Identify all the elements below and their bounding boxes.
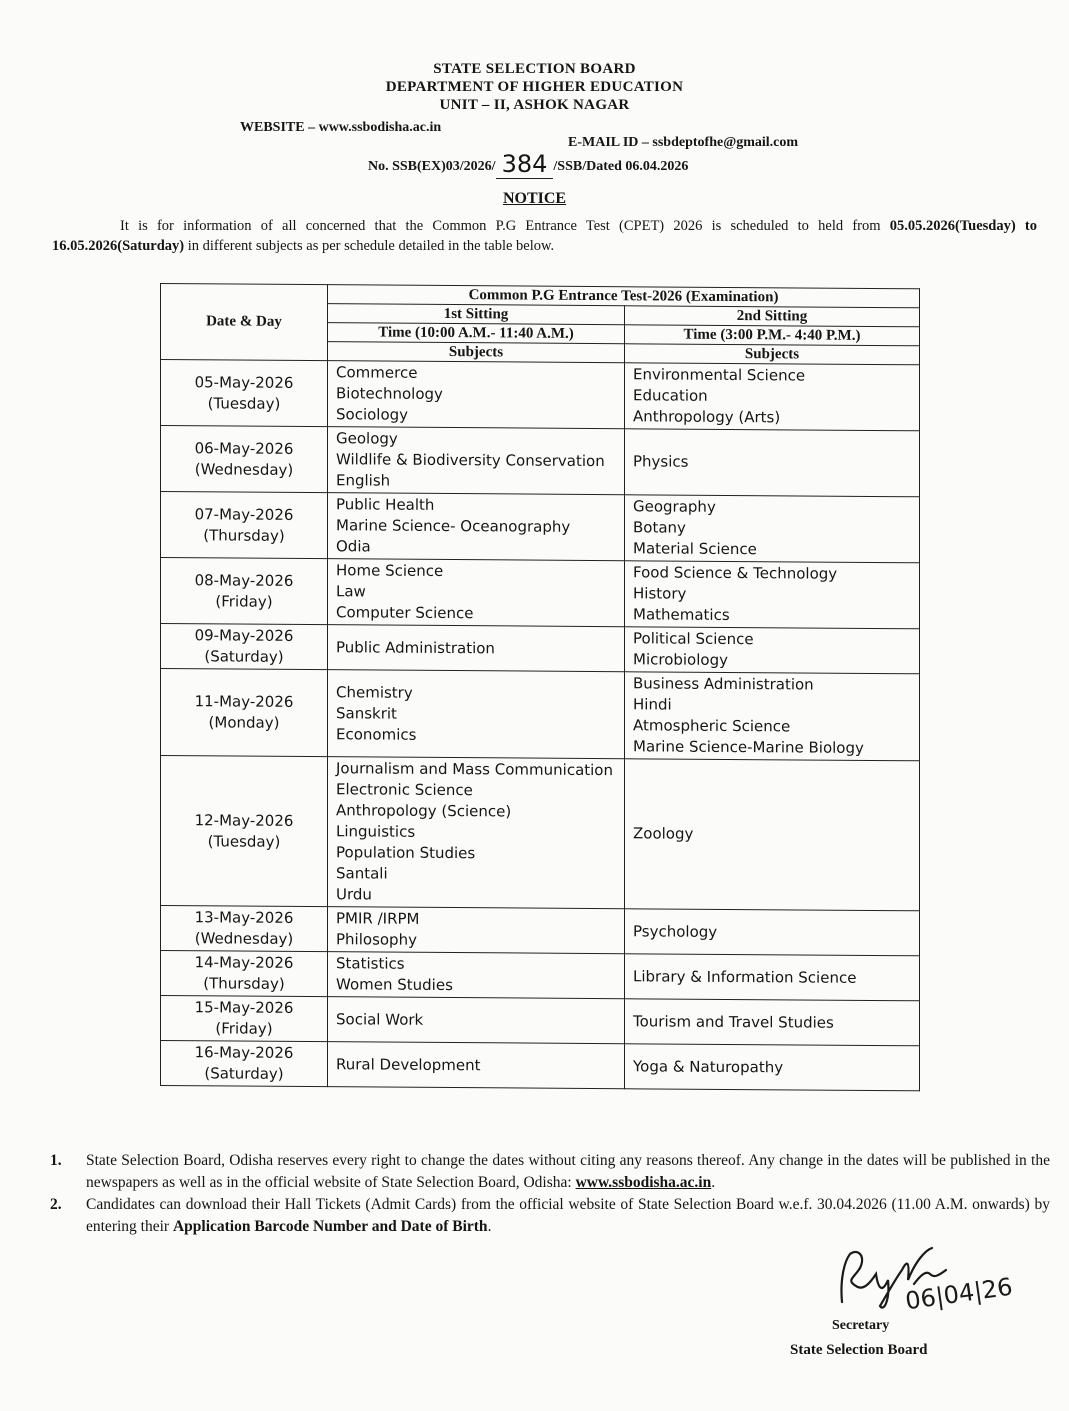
subject-name: Botany <box>633 518 686 537</box>
subject-name: Odia <box>336 537 371 556</box>
subject-name: History <box>633 584 687 603</box>
subject-name: Commerce <box>336 363 418 382</box>
date-day-cell <box>161 624 328 670</box>
note-bold-text: Application Barcode Number and Date of Birth <box>172 1218 488 1235</box>
schedule-row <box>161 492 920 563</box>
second-sitting-subjects <box>625 363 920 431</box>
subject-name: Hindi <box>633 695 672 714</box>
date-day-cell <box>161 1041 328 1087</box>
sitting2-subjects-label: Subjects <box>625 344 920 365</box>
exam-day: (Wednesday) <box>194 459 294 479</box>
exam-day: (Tuesday) <box>207 393 281 413</box>
subject-name: Anthropology (Arts) <box>633 407 781 427</box>
signature-name: Rajesh <box>830 1240 833 1241</box>
second-sitting-subjects <box>625 672 920 761</box>
first-sitting-subjects <box>328 493 625 561</box>
date-day-cell <box>161 492 328 559</box>
note-item: 2. Candidates can download their Hall Tickets (Admit Cards) from the official website of State Selection Board w.e.f. 30.04.2026 (11.00 A.M. onwards) by entering their Application Barcode Number and Date of Birth. <box>50 1196 1050 1235</box>
subject-name: Computer Science <box>336 603 474 623</box>
date-day-header: Date & Day <box>161 284 328 361</box>
subject-name: Wildlife & Biodiversity Conservation <box>336 450 605 471</box>
subject-name: Material Science <box>633 539 757 559</box>
second-sitting-subjects <box>625 954 920 1001</box>
second-sitting-subjects <box>625 495 920 563</box>
second-sitting-subjects <box>625 909 920 956</box>
website-line: WEBSITE – www.ssbodisha.ac.in <box>240 120 442 135</box>
subject-name: Public Administration <box>336 637 495 657</box>
date-day-cell <box>161 996 328 1042</box>
ref-handwritten-number: 384 <box>496 150 554 179</box>
notes-list <box>50 1150 1050 1238</box>
sitting1-label: 1st Sitting <box>328 304 625 325</box>
date-day-cell <box>161 951 328 997</box>
subject-name: Environmental Science <box>633 365 806 385</box>
date-day-cell <box>161 756 328 907</box>
ref-suffix: /SSB/Dated 06.04.2026 <box>553 159 689 174</box>
subject-name: Atmospheric Science <box>633 716 791 736</box>
schedule-row <box>161 360 920 431</box>
subject-name: Marine Science-Marine Biology <box>633 737 864 757</box>
subject-name: Psychology <box>633 921 718 941</box>
subject-name: Physics <box>633 452 689 471</box>
exam-day: (Friday) <box>215 591 273 611</box>
subject-name: Urdu <box>336 885 372 904</box>
first-sitting-subjects <box>328 757 625 909</box>
department-name: DEPARTMENT OF HIGHER EDUCATION <box>385 79 684 95</box>
schedule-row <box>161 906 920 956</box>
schedule-row <box>161 624 920 674</box>
second-sitting-subjects <box>625 999 920 1046</box>
unit-address: UNIT – II, ASHOK NAGAR <box>439 97 630 113</box>
date-day-cell <box>161 360 328 427</box>
schedule-row <box>161 669 920 761</box>
notice-title: NOTICE <box>502 190 567 207</box>
sitting2-time: Time (3:00 P.M.- 4:40 P.M.) <box>625 325 920 346</box>
second-sitting-subjects <box>625 627 920 674</box>
exam-day: (Tuesday) <box>207 831 281 851</box>
subject-name: Rural Development <box>336 1054 481 1074</box>
note-text: Candidates can download their Hall Tickets (Admit Cards) from the official website of State Selection Board w.e.f. 30.04.2026 (11.00 A.M. onwards) by entering their <box>86 1196 1050 1235</box>
subject-name: Philosophy <box>336 930 417 949</box>
date-day-cell <box>161 906 328 952</box>
exam-day: (Thursday) <box>203 974 285 993</box>
sitting1-time: Time (10:00 A.M.- 11:40 A.M.) <box>328 323 625 344</box>
subject-name: Anthropology (Science) <box>336 801 512 821</box>
exam-date: 06-May-2026 <box>194 438 294 458</box>
signature-date: 06|04|26 <box>903 1272 1015 1316</box>
subject-name: Journalism and Mass Communication <box>336 759 613 780</box>
subject-name: Linguistics <box>336 822 416 841</box>
schedule-row <box>161 558 920 629</box>
first-sitting-subjects <box>328 559 625 627</box>
intro-dates: 05.05.2026(Tuesday) to 16.05.2026(Saturday) <box>52 218 1037 254</box>
exam-date: 08-May-2026 <box>194 570 294 590</box>
exam-day: (Saturday) <box>204 1064 284 1083</box>
sitting1-subjects-label: Subjects <box>328 342 625 363</box>
subject-name: English <box>336 471 391 490</box>
first-sitting-subjects <box>328 427 625 495</box>
intro-text-2: in different subjects as per schedule detailed in the table below. <box>184 238 555 254</box>
board-name: STATE SELECTION BOARD <box>433 61 636 77</box>
subject-name: Education <box>633 386 708 405</box>
schedule-row <box>161 426 920 497</box>
subject-name: Women Studies <box>336 975 453 995</box>
second-sitting-subjects <box>625 429 920 497</box>
exam-day: (Friday) <box>215 1019 273 1038</box>
sitting2-label: 2nd Sitting <box>625 306 920 327</box>
subject-name: Public Health <box>336 495 435 514</box>
first-sitting-subjects <box>328 1042 625 1089</box>
subject-name: Sanskrit <box>336 703 397 723</box>
subject-name: Economics <box>336 724 417 744</box>
exam-date: 13-May-2026 <box>194 908 294 927</box>
exam-day: (Wednesday) <box>194 929 294 948</box>
email-line: E-MAIL ID – ssbdeptofhe@gmail.com <box>568 135 799 150</box>
first-sitting-subjects <box>328 952 625 999</box>
exam-date: 07-May-2026 <box>194 504 294 524</box>
exam-date: 11-May-2026 <box>194 692 294 711</box>
exam-schedule-table <box>160 283 920 1091</box>
subject-name: Law <box>336 582 366 601</box>
letterhead <box>0 60 1069 114</box>
subject-name: Tourism and Travel Studies <box>633 1011 834 1032</box>
signatory-board: State Selection Board <box>790 1342 928 1358</box>
website-link[interactable]: www.ssbodisha.ac.in <box>575 1174 712 1191</box>
subject-name: Sociology <box>336 405 409 424</box>
first-sitting-subjects <box>328 907 625 954</box>
subject-name: Chemistry <box>336 682 413 702</box>
exam-day: (Thursday) <box>203 525 285 545</box>
notice-intro <box>52 216 1037 256</box>
signatory-title: Secretary <box>832 1318 890 1333</box>
subject-name: Food Science & Technology <box>633 563 838 583</box>
schedule-row <box>161 996 920 1046</box>
first-sitting-subjects <box>328 670 625 759</box>
subject-name: Population Studies <box>336 843 476 863</box>
subject-name: Home Science <box>336 561 444 580</box>
subject-name: Santali <box>336 864 388 883</box>
subject-name: Electronic Science <box>336 780 473 800</box>
note-number: 2. <box>50 1196 62 1213</box>
exam-day: (Monday) <box>208 713 280 732</box>
intro-text-1: It is for information of all concerned that the Common P.G Entrance Test (CPET) 2026 is scheduled to held from <box>120 218 890 234</box>
date-day-cell <box>161 669 328 757</box>
subject-name: Geography <box>633 497 716 516</box>
date-day-cell <box>161 426 328 493</box>
first-sitting-subjects <box>328 361 625 429</box>
exam-date: 09-May-2026 <box>194 626 294 645</box>
subject-name: PMIR /IRPM <box>336 909 420 928</box>
reference-number <box>368 148 688 176</box>
schedule-row <box>161 951 920 1001</box>
date-day-cell <box>161 558 328 625</box>
second-sitting-subjects <box>625 561 920 629</box>
table-caption: Common P.G Entrance Test-2026 (Examination) <box>328 285 920 308</box>
exam-date: 12-May-2026 <box>194 810 294 830</box>
subject-name: Business Administration <box>633 674 814 694</box>
second-sitting-subjects <box>625 759 920 911</box>
exam-date: 05-May-2026 <box>194 372 294 392</box>
subject-name: Political Science <box>633 629 754 649</box>
schedule-row <box>161 756 920 911</box>
schedule-row <box>161 1041 920 1091</box>
note-item: 1. State Selection Board, Odisha reserves every right to change the dates without citing any reasons thereof. Any change in the dates will be published in the newspapers as well as in the official website of State Selection Board, Odisha: www.ssbodisha.ac.in. <box>50 1152 1050 1191</box>
ref-prefix: No. SSB(EX)03/2026/ <box>368 159 496 174</box>
subject-name: Mathematics <box>633 605 730 624</box>
first-sitting-subjects <box>328 997 625 1044</box>
exam-day: (Saturday) <box>204 647 284 666</box>
note-number: 1. <box>50 1152 62 1169</box>
subject-name: Biotechnology <box>336 384 443 403</box>
subject-name: Geology <box>336 429 398 448</box>
subject-name: Library & Information Science <box>633 966 857 987</box>
subject-name: Social Work <box>336 1009 424 1029</box>
exam-date: 15-May-2026 <box>194 998 294 1017</box>
subject-name: Zoology <box>633 824 694 843</box>
subject-name: Yoga & Naturopathy <box>633 1056 784 1076</box>
exam-date: 16-May-2026 <box>194 1043 294 1062</box>
first-sitting-subjects <box>328 625 625 672</box>
subject-name: Microbiology <box>633 650 728 669</box>
exam-date: 14-May-2026 <box>194 953 294 972</box>
note-text: State Selection Board, Odisha reserves every right to change the dates without citing any reasons thereof. Any change in the dates will be published in the newspapers as well as in the official website of State Selection Board, Odisha: <box>86 1152 1050 1191</box>
subject-name: Statistics <box>336 954 405 973</box>
second-sitting-subjects <box>625 1044 920 1091</box>
subject-name: Marine Science- Oceanography <box>336 516 571 536</box>
